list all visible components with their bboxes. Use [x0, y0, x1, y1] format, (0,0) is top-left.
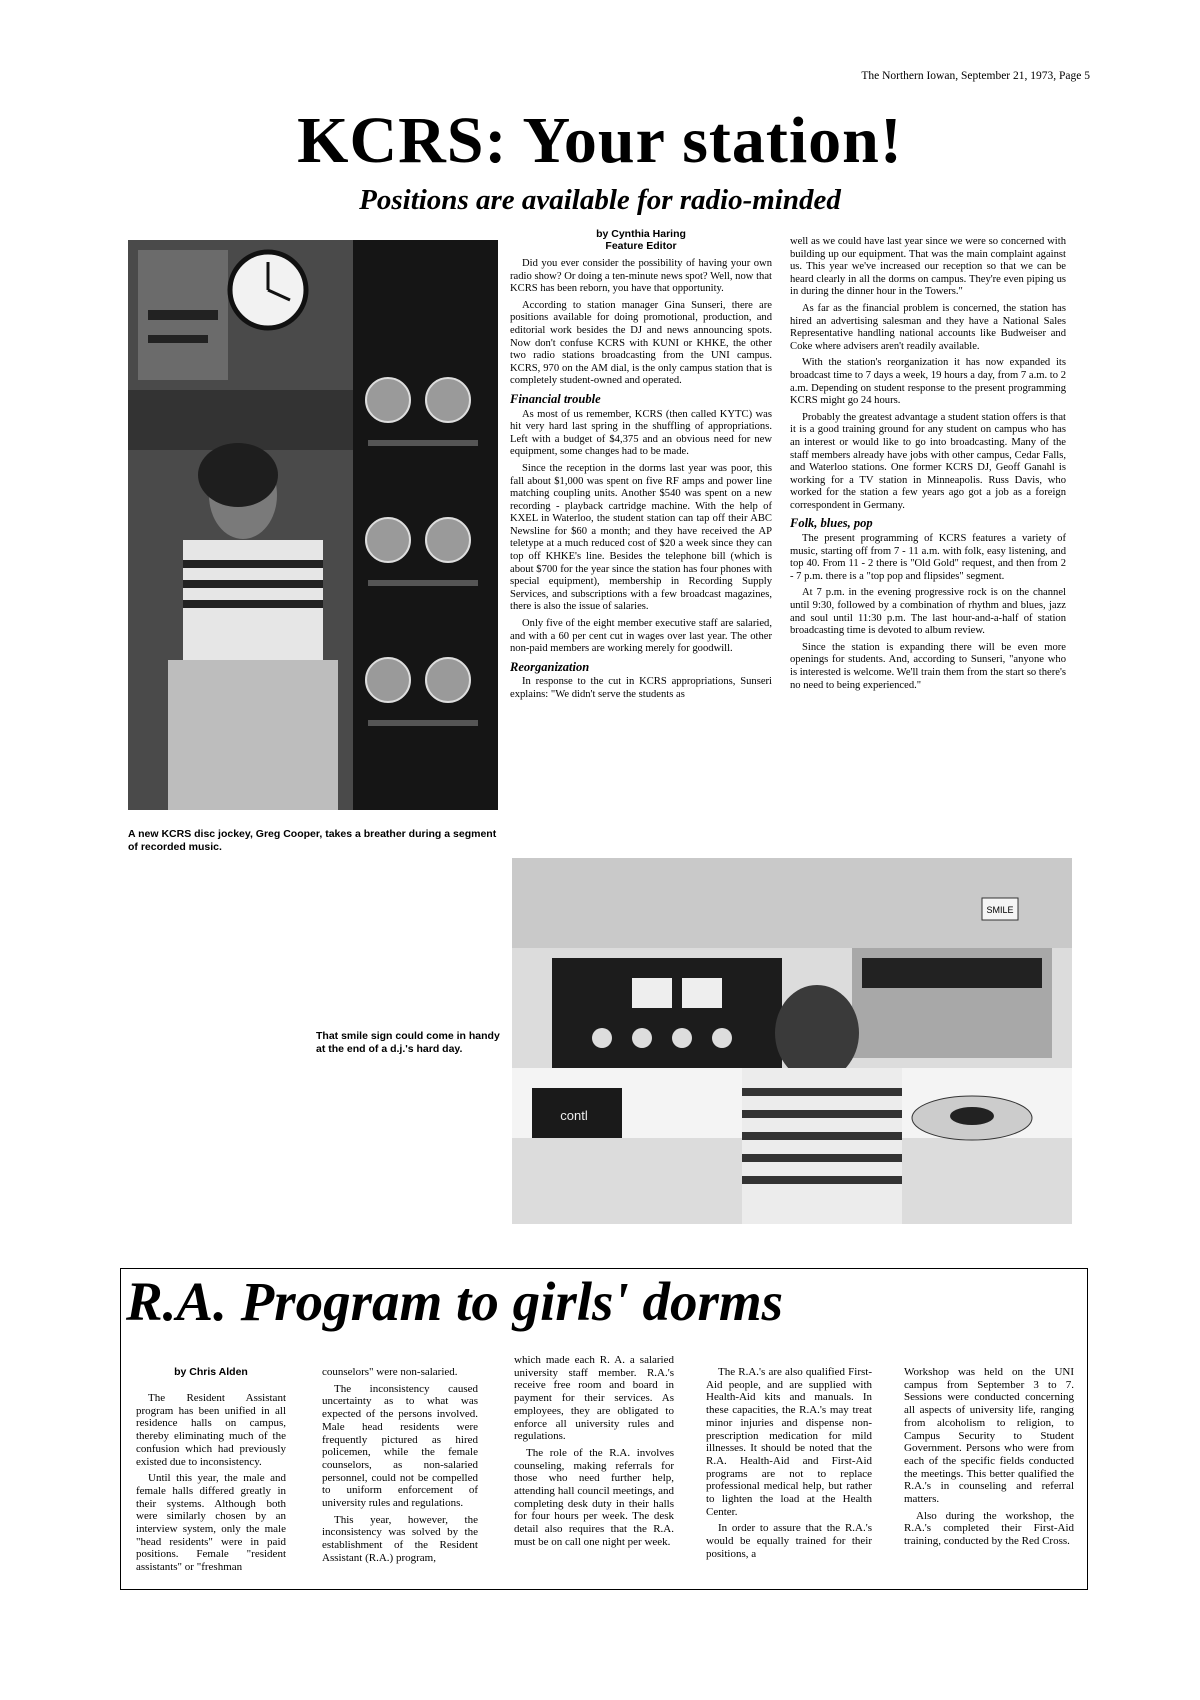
subhead: Positions are available for radio-minded	[359, 184, 841, 216]
paragraph: As most of us remember, KCRS (then called KYTC) was hit very hard last spring in the shuffling of appropriations. Left with a budget of $4,375 and an obvious need for new equipment, some changes had to be made.	[510, 408, 772, 458]
console-label: contl	[560, 1108, 588, 1123]
byline-author: by Cynthia Haring	[596, 228, 686, 240]
ra-column-1	[136, 1366, 286, 1578]
paragraph: In response to the cut in KCRS appropriations, Sunseri explains: "We didn't serve the students as	[510, 676, 772, 700]
headline: KCRS: Your station!	[297, 104, 903, 177]
section-heading-reorganization: Reorganization	[510, 659, 590, 674]
paragraph: As far as the financial problem is concerned, the station has hired an advertising salesman and they have a National Sales Representative handling national accounts like Budweiser and Coke where advisers aren't readily available.	[790, 302, 1066, 352]
ra-column-2	[322, 1366, 478, 1569]
paragraph: well as we could have last year since we were so concerned with building up our equipment. That was the main complaint against us. This year we've increased our reception so that we can be heard clearly in all the dorms on campus. They're even piping us in during the dinner hour in the Towers."	[790, 236, 1066, 298]
paragraph: Only five of the eight member executive staff are salaried, and with a 60 per cent cut in wages over last year. The other non-paid members are working merely for goodwill.	[510, 618, 772, 655]
paragraph: The Resident Assistant program has been unified in all residence halls on campus, thereby eliminating much of the confusion which had previously existed due to inconsistency.	[136, 1392, 286, 1468]
paragraph: The R.A.'s are also qualified First-Aid people, and are supplied with Health-Aid kits and manuals. In these capacities, the R.A.'s may treat minor injuries and dispense non-prescription medication for mild illnesses. It should be noted that the R.A. Health-Aid and First-Aid programs are not to replace professional medical help, but rather to lighten the load at the Health Center.	[706, 1366, 872, 1518]
paragraph: According to station manager Gina Sunseri, there are positions available for doing promotional, production, and editorial work besides the DJ and news announcing spots. Now don't confuse KCRS with KUNI or KHKE, the other two radio stations broadcasting from the UNI campus. KCRS, 970 on the AM dial, is the only campus station that is completely student-owned and operated.	[510, 299, 772, 387]
paragraph: Since the station is expanding there will be even more openings for students. And, according to Sunseri, "anyone who is interested is welcome. We'll train them from the start so there's no need to being experienced."	[790, 641, 1066, 691]
section-heading-financial: Financial trouble	[510, 391, 601, 406]
paragraph: which made each R. A. a salaried university staff member. R.A.'s receive free room and board in payment for their services. As employees, they are obligated to enforce all university rules and regulations.	[514, 1354, 674, 1443]
paragraph: In order to assure that the R.A.'s would be equally trained for their positions, a	[706, 1522, 872, 1560]
article-column-1	[510, 228, 772, 706]
ra-headline: R.A. Program to girls' dorms	[126, 1271, 784, 1332]
section-heading-folk: Folk, blues, pop	[790, 516, 873, 531]
paragraph: This year, however, the inconsistency was solved by the establishment of the Resident Assistant (R.A.) program,	[322, 1513, 478, 1564]
page-folio: The Northern Iowan, September 21, 1973, Page 5	[861, 70, 1090, 82]
article-column-2	[790, 236, 1066, 696]
paragraph: Did you ever consider the possibility of having your own radio show? Or doing a ten-minute news spot? Well, now that KCRS has been reborn, you have that opportunity.	[510, 258, 772, 295]
smile-sign: SMILE	[986, 905, 1014, 915]
photo-console	[512, 858, 1072, 1224]
paragraph: The present programming of KCRS features a variety of music, starting off from 7 - 11 a.m. with folk, easy listening, and top 40. From 11 - 2 there is "Old Gold" request, and then from 2 - 7 p.m. there is a "top pop and flipsides" segment.	[790, 533, 1066, 582]
paragraph: Workshop was held on the UNI campus from September 3 to 7. Sessions were conducted concerning all aspects of university life, ranging from alcoholism to religion, to Campus Security to Student Government. Persons who were from each of the specific fields conducted the meetings. This better qualified the R.A.'s in counseling and referral matters.	[904, 1366, 1074, 1506]
paragraph: With the station's reorganization it has now expanded its broadcast time to 7 days a week, 19 hours a day, from 7 a.m. to 2 a.m. Depending on student response to the present programming KCRS might go 24 hours.	[790, 357, 1066, 407]
caption-disc-jockey: A new KCRS disc jockey, Greg Cooper, takes a breather during a segment of recorded music.	[128, 828, 497, 853]
caption-smile-sign: That smile sign could come in handy at the end of a d.j.'s hard day.	[316, 1030, 500, 1055]
photo-disc-jockey-image	[128, 240, 498, 810]
byline-role: Feature Editor	[605, 240, 677, 252]
photo-console-image	[512, 858, 1072, 1224]
paragraph: The role of the R.A. involves counseling, making referrals for those who need further help, attending hall council meetings, and completing desk duty in their halls for four hours per week. The desk detail also requires that the R.A. must be on call one night per week.	[514, 1446, 674, 1548]
ra-column-5	[904, 1366, 1074, 1552]
paragraph: Also during the workshop, the R.A.'s completed their First-Aid training, conducted by the Red Cross.	[904, 1509, 1074, 1548]
photo-disc-jockey	[128, 240, 498, 810]
ra-column-3	[514, 1354, 674, 1553]
paragraph: Until this year, the male and female halls differed greatly in their systems. Although both were similarly chosen by an interview system, only the male "head residents" were in paid positions. Female "resident assistants" or "freshman	[136, 1472, 286, 1574]
paragraph: At 7 p.m. in the evening progressive rock is on the channel until 9:30, followed by a combination of rhythm and blues, jazz and soul until 11:30 p.m. The last hour-and-a-half of station broadcasting time is devoted to album review.	[790, 587, 1066, 637]
paragraph: counselors" were non-salaried.	[322, 1366, 458, 1378]
byline	[510, 228, 772, 252]
paragraph: The inconsistency caused uncertainty as to what was expected of the persons involved. Male head residents were frequently pictured as hired policemen, while the female counselors, as non-salaried personnel, could not be compelled to uniform enforcement of university rules and regulations.	[322, 1382, 478, 1510]
ra-column-4	[706, 1366, 872, 1565]
ra-byline: by Chris Alden	[174, 1366, 248, 1378]
paragraph: Since the reception in the dorms last year was poor, this fall about $1,000 was spent on five RF amps and power line matching coupling units. Another $540 was spent on a new recording - playback cartridge machine. With the help of KXEL in Waterloo, the student station can tap off their ABC Newsline for $60 a month; and they have received the AP teletype at a much reduced cost of $20 a week since they can top off KHKE's line. Besides the telephone bill (which is about $700 for the year since the station has four phones with special equipment), membership in Recording Supply Services, and subscriptions with a few broadcast magazines, there is also the issue of salaries.	[510, 462, 772, 613]
paragraph: Probably the greatest advantage a student station offers is that it is a good training ground for any student on campus who has an interest or would like to go into broadcasting. Many of the staff members already have jobs with other campus, Cedar Falls, and Waterloo stations. One former KCRS DJ, Geoff Ganahl is working for a TV station in Minneapolis. Russ Davis, who worked for the station a few years ago got a job as a foreign correspondent in Germany.	[790, 411, 1066, 511]
